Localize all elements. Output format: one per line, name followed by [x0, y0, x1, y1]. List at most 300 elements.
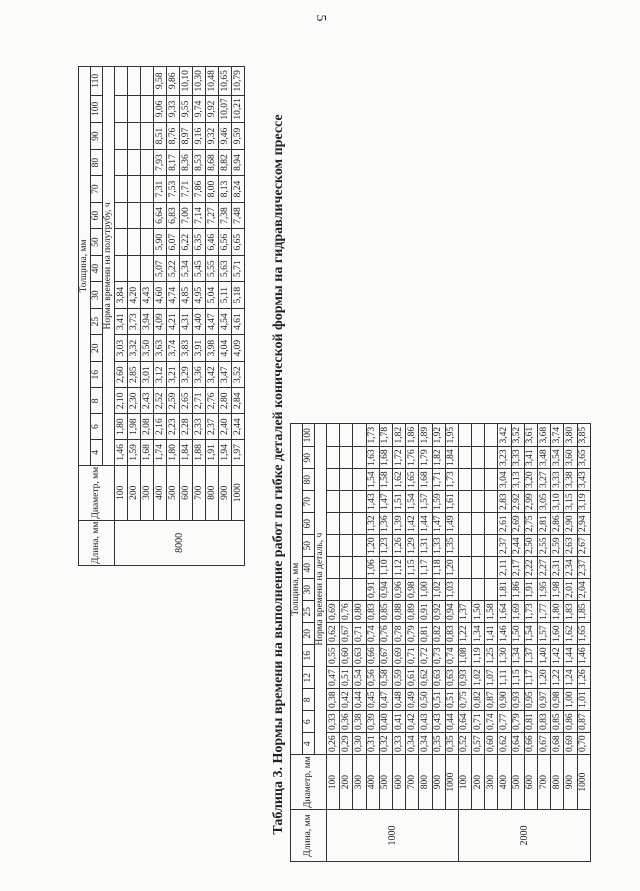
value-cell [115, 95, 128, 123]
value-cell [353, 535, 366, 557]
length-group-cell: 2000 [458, 810, 590, 862]
value-cell: 3,33 [511, 447, 524, 469]
value-cell: 5,04 [206, 282, 219, 309]
value-cell: 1,47 [379, 491, 392, 513]
value-cell: 0,33 [392, 733, 405, 755]
value-cell [128, 202, 141, 229]
thickness-col-header: 6 [303, 711, 315, 733]
value-cell: 1,71 [432, 469, 445, 491]
value-cell: 1,54 [406, 491, 419, 513]
value-cell: 5,22 [167, 255, 180, 282]
value-cell: 0,39 [366, 711, 379, 733]
value-cell: 0,42 [340, 689, 353, 711]
value-cell: 1,17 [524, 667, 537, 689]
value-cell: 3,73 [128, 308, 141, 335]
value-cell: 0,51 [445, 689, 458, 711]
value-cell: 1,40 [538, 645, 551, 667]
diameter-cell: 600 [524, 755, 537, 810]
value-cell: 0,64 [458, 711, 471, 733]
value-cell: 0,71 [406, 645, 419, 667]
table-row [538, 424, 551, 862]
value-cell: 3,94 [141, 308, 154, 335]
value-cell: 9,32 [206, 123, 219, 150]
value-cell: 0,93 [511, 689, 524, 711]
value-cell: 1,83 [564, 601, 577, 623]
value-cell: 3,74 [167, 335, 180, 362]
value-cell: 5,11 [219, 282, 232, 309]
value-cell [485, 579, 498, 601]
value-cell: 0,81 [524, 711, 537, 733]
thickness-col-header: 110 [91, 67, 103, 96]
diameter-cell: 1000 [445, 755, 458, 810]
value-cell: 3,65 [577, 447, 590, 469]
value-cell: 3,21 [167, 361, 180, 388]
value-cell: 1,46 [577, 645, 590, 667]
value-cell: 1,62 [392, 469, 405, 491]
value-cell: 1,11 [498, 667, 511, 689]
value-cell: 9,46 [219, 123, 232, 150]
table-row [511, 424, 524, 862]
value-cell: 0,38 [327, 689, 340, 711]
value-cell: 0,73 [432, 645, 445, 667]
value-cell: 2,84 [232, 388, 245, 414]
value-cell: 8,97 [180, 123, 193, 150]
value-cell: 2,04 [577, 579, 590, 601]
value-cell: 0,47 [379, 689, 392, 711]
value-cell: 2,71 [193, 388, 206, 414]
value-cell: 4,09 [154, 308, 167, 335]
value-cell: 0,95 [524, 689, 537, 711]
value-cell: 2,60 [115, 361, 128, 388]
value-cell [327, 535, 340, 557]
value-cell: 8,51 [154, 123, 167, 150]
value-cell: 1,97 [232, 440, 245, 466]
value-cell: 2,27 [538, 557, 551, 579]
value-cell: 1,37 [458, 601, 471, 623]
diameter-cell: 200 [340, 755, 353, 810]
value-cell: 0,30 [353, 733, 366, 755]
value-cell: 1,08 [458, 645, 471, 667]
value-cell: 1,98 [128, 414, 141, 440]
value-cell: 5,18 [232, 282, 245, 309]
value-cell: 1,59 [432, 491, 445, 513]
value-cell: 3,03 [115, 335, 128, 362]
value-cell: 0,74 [445, 645, 458, 667]
value-cell: 1,57 [538, 623, 551, 645]
value-cell: 1,95 [538, 579, 551, 601]
value-cell: 1,91 [206, 440, 219, 466]
value-cell: 10,30 [193, 67, 206, 96]
value-cell: 3,42 [498, 424, 511, 447]
value-cell: 1,43 [366, 491, 379, 513]
value-cell [340, 535, 353, 557]
value-cell: 4,20 [128, 282, 141, 309]
value-cell: 4,31 [180, 308, 193, 335]
value-cell: 7,14 [193, 202, 206, 229]
value-cell: 5,55 [206, 255, 219, 282]
value-cell: 10,21 [232, 95, 245, 123]
table-row [551, 424, 564, 862]
value-cell: 0,38 [353, 711, 366, 733]
value-cell [485, 513, 498, 535]
thickness-col-header: 40 [91, 255, 103, 282]
diameter-cell: 400 [366, 755, 379, 810]
value-cell [485, 535, 498, 557]
table-row [115, 67, 128, 566]
value-cell: 1,86 [406, 424, 419, 447]
value-cell: 8,00 [206, 176, 219, 203]
value-cell: 1,06 [366, 557, 379, 579]
value-cell: 1,20 [538, 667, 551, 689]
value-cell: 2,69 [511, 513, 524, 535]
thickness-col-header: 16 [303, 645, 315, 667]
value-cell: 0,66 [524, 733, 537, 755]
value-cell: 1,34 [472, 623, 485, 645]
value-cell: 6,65 [232, 229, 245, 256]
value-cell: 0,52 [458, 733, 471, 755]
value-cell: 1,61 [445, 491, 458, 513]
thickness-col-header: 70 [91, 176, 103, 203]
value-cell [327, 579, 340, 601]
value-cell [340, 424, 353, 447]
value-cell [353, 513, 366, 535]
value-cell: 0,35 [432, 733, 445, 755]
value-cell: 1,84 [445, 447, 458, 469]
value-cell: 3,50 [141, 335, 154, 362]
value-cell [141, 255, 154, 282]
value-cell [353, 557, 366, 579]
value-cell: 3,63 [154, 335, 167, 362]
value-cell: 0,85 [551, 711, 564, 733]
value-cell: 3,29 [180, 361, 193, 388]
value-cell: 8,24 [232, 176, 245, 203]
value-cell: 0,82 [432, 623, 445, 645]
thickness-col-header: 100 [91, 95, 103, 123]
value-cell: 1,10 [379, 557, 392, 579]
table-row [193, 67, 206, 566]
value-cell: 0,74 [366, 623, 379, 645]
diameter-cell: 400 [498, 755, 511, 810]
value-cell: 7,93 [154, 149, 167, 176]
value-cell: 1,20 [366, 535, 379, 557]
value-cell: 2,86 [551, 513, 564, 535]
value-cell: 9,16 [193, 123, 206, 150]
table-3-block [268, 87, 603, 862]
value-cell: 9,74 [193, 95, 206, 123]
value-cell: 0,94 [445, 601, 458, 623]
value-cell: 0,34 [406, 733, 419, 755]
value-cell: 1,50 [472, 601, 485, 623]
value-cell: 0,63 [353, 645, 366, 667]
value-cell: 1,98 [551, 579, 564, 601]
value-cell: 1,30 [498, 645, 511, 667]
value-cell: 3,43 [577, 469, 590, 491]
value-cell: 0,67 [538, 733, 551, 755]
value-cell: 7,48 [232, 202, 245, 229]
value-cell: 2,37 [498, 535, 511, 557]
value-cell: 1,26 [577, 667, 590, 689]
value-cell: 6,07 [167, 229, 180, 256]
value-cell: 6,83 [167, 202, 180, 229]
value-cell: 2,59 [551, 535, 564, 557]
value-cell: 1,74 [154, 440, 167, 466]
value-cell [141, 202, 154, 229]
value-cell: 0,55 [327, 645, 340, 667]
value-cell [458, 491, 471, 513]
value-cell: 2,80 [219, 388, 232, 414]
value-cell [485, 491, 498, 513]
length-group-cell: 8000 [115, 520, 245, 565]
value-cell: 3,91 [193, 335, 206, 362]
value-cell: 2,76 [206, 388, 219, 414]
value-cell [128, 255, 141, 282]
value-cell: 6,56 [219, 229, 232, 256]
value-cell: 0,87 [485, 689, 498, 711]
value-cell: 4,21 [167, 308, 180, 335]
diameter-cell: 1000 [232, 465, 245, 520]
value-cell [472, 447, 485, 469]
value-cell: 0,66 [366, 645, 379, 667]
value-cell: 0,47 [327, 667, 340, 689]
value-cell: 4,85 [180, 282, 193, 309]
value-cell: 1,80 [115, 414, 128, 440]
value-cell: 0,90 [498, 689, 511, 711]
table-row [206, 67, 219, 566]
value-cell [472, 513, 485, 535]
table-1-block [78, 66, 278, 566]
value-cell [485, 447, 498, 469]
diameter-cell: 300 [485, 755, 498, 810]
value-cell: 1,49 [445, 513, 458, 535]
value-cell: 2,43 [141, 388, 154, 414]
value-cell: 1,31 [419, 535, 432, 557]
value-cell: 1,42 [406, 513, 419, 535]
value-cell: 0,45 [366, 689, 379, 711]
diameter-header: Диаметр, мм [79, 465, 115, 520]
table-row [180, 67, 193, 566]
table-row [485, 424, 498, 862]
value-cell: 4,40 [193, 308, 206, 335]
value-cell: 1,22 [551, 667, 564, 689]
value-cell: 0,56 [366, 667, 379, 689]
value-cell: 0,60 [340, 645, 353, 667]
value-cell: 5,34 [180, 255, 193, 282]
diameter-cell: 1000 [577, 755, 590, 810]
table-row [167, 67, 180, 566]
value-cell: 3,74 [551, 424, 564, 447]
value-cell: 0,64 [511, 733, 524, 755]
value-cell: 0,82 [472, 689, 485, 711]
length-header: Длина, мм [79, 520, 115, 565]
table-row [327, 424, 340, 862]
value-cell: 6,35 [193, 229, 206, 256]
diameter-cell: 900 [564, 755, 577, 810]
value-cell: 8,76 [167, 123, 180, 150]
diameter-cell: 300 [353, 755, 366, 810]
value-cell: 1,80 [167, 440, 180, 466]
table-row [406, 424, 419, 862]
value-cell [128, 67, 141, 96]
thickness-col-header: 8 [91, 388, 103, 414]
value-cell: 2,99 [524, 491, 537, 513]
value-cell: 1,07 [485, 667, 498, 689]
value-cell: 0,44 [353, 689, 366, 711]
value-cell: 0,88 [392, 601, 405, 623]
value-cell [327, 424, 340, 447]
value-cell: 1,68 [141, 440, 154, 466]
value-cell: 1,62 [564, 623, 577, 645]
value-cell: 7,27 [206, 202, 219, 229]
value-cell: 1,29 [406, 535, 419, 557]
value-cell: 8,68 [206, 149, 219, 176]
value-cell: 1,76 [406, 447, 419, 469]
value-cell [327, 491, 340, 513]
value-cell [472, 579, 485, 601]
table-caption: Таблица 3. Нормы времени на выполнение работ по гибке деталей конической формы на гидравлическом прессе [271, 114, 286, 835]
value-cell [485, 469, 498, 491]
value-cell: 3,47 [219, 361, 232, 388]
value-cell: 1,77 [538, 601, 551, 623]
value-cell: 1,12 [392, 557, 405, 579]
value-cell: 3,10 [551, 491, 564, 513]
value-cell: 2,17 [511, 557, 524, 579]
table-row [379, 424, 392, 862]
value-cell: 0,31 [366, 733, 379, 755]
value-cell: 8,13 [219, 176, 232, 203]
table-row [128, 67, 141, 566]
value-cell: 9,06 [154, 95, 167, 123]
diameter-cell: 600 [392, 755, 405, 810]
table-row [232, 67, 245, 566]
value-cell [141, 229, 154, 256]
value-cell [353, 491, 366, 513]
value-cell: 1,89 [419, 424, 432, 447]
value-cell: 1,32 [366, 513, 379, 535]
value-cell: 2,52 [154, 388, 167, 414]
value-cell: 3,60 [564, 447, 577, 469]
thickness-col-header: 40 [303, 557, 315, 579]
value-cell: 1,37 [524, 645, 537, 667]
value-cell: 1,65 [406, 469, 419, 491]
value-cell: 1,85 [577, 601, 590, 623]
diameter-cell: 700 [538, 755, 551, 810]
value-cell: 2,08 [141, 414, 154, 440]
value-cell [472, 557, 485, 579]
value-cell: 2,16 [154, 414, 167, 440]
value-cell: 0,59 [392, 667, 405, 689]
value-cell: 5,63 [219, 255, 232, 282]
value-cell: 0,70 [577, 733, 590, 755]
value-cell: 1,51 [392, 491, 405, 513]
value-cell: 0,67 [379, 645, 392, 667]
thickness-col-header: 70 [303, 491, 315, 513]
value-cell: 8,53 [193, 149, 206, 176]
value-cell: 2,65 [180, 388, 193, 414]
value-cell: 4,60 [154, 282, 167, 309]
value-cell: 1,84 [180, 440, 193, 466]
value-cell [458, 535, 471, 557]
diameter-cell: 800 [551, 755, 564, 810]
value-cell [458, 513, 471, 535]
value-cell: 10,79 [232, 67, 245, 96]
table-row [392, 424, 405, 862]
value-cell: 3,36 [193, 361, 206, 388]
value-cell: 0,62 [419, 667, 432, 689]
value-cell: 3,98 [206, 335, 219, 362]
value-cell: 2,44 [511, 535, 524, 557]
value-cell: 0,76 [340, 601, 353, 623]
value-cell: 1,68 [379, 447, 392, 469]
value-cell: 1,54 [524, 623, 537, 645]
diameter-cell: 100 [115, 465, 128, 520]
value-cell: 0,58 [379, 667, 392, 689]
value-cell: 1,15 [511, 667, 524, 689]
table-row [498, 424, 511, 862]
diameter-cell: 700 [193, 465, 206, 520]
thickness-col-header: 50 [91, 229, 103, 256]
value-cell: 1,20 [445, 557, 458, 579]
value-cell: 3,48 [538, 447, 551, 469]
header-row [291, 424, 303, 862]
value-cell: 0,79 [406, 623, 419, 645]
diameter-cell: 400 [154, 465, 167, 520]
value-cell: 7,53 [167, 176, 180, 203]
value-cell: 0,83 [366, 601, 379, 623]
value-cell: 4,09 [232, 335, 245, 362]
value-cell: 0,77 [498, 711, 511, 733]
page-number: 5 [313, 14, 328, 22]
value-cell: 1,44 [564, 645, 577, 667]
value-cell: 9,92 [206, 95, 219, 123]
diameter-cell: 900 [219, 465, 232, 520]
value-cell: 6,46 [206, 229, 219, 256]
value-cell: 10,07 [219, 95, 232, 123]
value-cell [327, 447, 340, 469]
value-cell: 2,50 [524, 535, 537, 557]
value-cell: 5,71 [232, 255, 245, 282]
value-cell: 10,10 [180, 67, 193, 96]
value-cell: 0,36 [340, 711, 353, 733]
thickness-col-header: 4 [303, 733, 315, 755]
value-cell [458, 469, 471, 491]
value-cell: 0,34 [419, 733, 432, 755]
table-row [141, 67, 154, 566]
value-cell: 0,83 [538, 711, 551, 733]
value-cell: 3,19 [577, 491, 590, 513]
value-cell: 1,41 [485, 623, 498, 645]
value-cell: 2,37 [206, 414, 219, 440]
value-cell [115, 123, 128, 150]
value-cell: 1,54 [366, 469, 379, 491]
value-cell: 1,88 [193, 440, 206, 466]
value-cell: 1,79 [419, 447, 432, 469]
value-cell: 1,73 [524, 601, 537, 623]
value-cell: 1,82 [432, 447, 445, 469]
value-cell: 0,97 [538, 689, 551, 711]
value-cell: 2,90 [564, 513, 577, 535]
value-cell: 0,93 [458, 667, 471, 689]
value-cell: 0,44 [445, 711, 458, 733]
value-cell: 2,59 [167, 388, 180, 414]
value-cell: 0,61 [406, 667, 419, 689]
value-cell: 7,38 [219, 202, 232, 229]
value-cell: 2,61 [498, 513, 511, 535]
value-cell: 3,54 [551, 447, 564, 469]
value-cell: 3,52 [511, 424, 524, 447]
value-cell: 9,58 [154, 67, 167, 96]
value-cell: 1,17 [419, 557, 432, 579]
value-cell: 1,65 [577, 623, 590, 645]
